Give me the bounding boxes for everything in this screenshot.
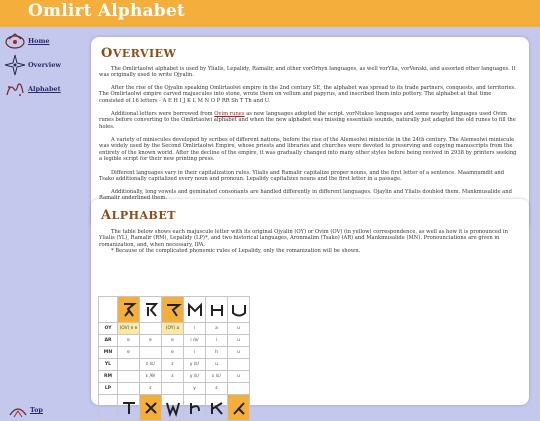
table-row: YL ɛ /ɛ/ ɛ y /ɛ/ u xyxy=(99,359,250,371)
table-row: MN ɐ ɐ i h u xyxy=(99,347,250,359)
letter-glyph-icon xyxy=(230,301,248,319)
overview-paragraph-6: Additionally, long vowels and geminated consonants are handled differently in different languages. Ojaylin and Ylialis doubled them. Mankmusalide and xyxy=(111,189,512,195)
alphabet-paragraph-1: The table below shows each majuscule letter with its original Ojyalin (OY) or Ovim (OV) (in yellow) correspondence, as well as how it is pronounced in Ylialis (YL), Ramalir (RM), Lepalidy (LP)*, and two historical languages, Aronmalim (Tsako) (AR) and Mankmusalide (MN). Pronounciations are given in romanization, and, when necessary, IPA. xyxy=(99,229,508,248)
nav-top-link[interactable] xyxy=(8,401,43,419)
glyph-cell xyxy=(118,297,140,323)
table-row: AR ɐ ɐ ɐ i /e/ i u xyxy=(99,335,250,347)
letter-a-glyph-icon xyxy=(120,301,138,319)
glyph-cell xyxy=(184,395,206,421)
letter-glyph-icon xyxy=(120,399,138,417)
letter-glyph-icon xyxy=(186,301,204,319)
glyph-cell xyxy=(162,297,184,323)
letter-glyph-icon xyxy=(230,399,248,417)
nav-alphabet-link[interactable] xyxy=(4,79,61,99)
letter-glyph-icon xyxy=(208,399,226,417)
overview-paragraph-3: Additional letters were borrowed from Ovim runes as new languages adopted the script. vorNtukso languages and some nearby languages used Ovim runes before converting to the Omlirtaolwi alphabet and when the new alphabet was missing essentials sounds, naturally just adapted the old runes to fill the holes. xyxy=(99,111,516,130)
letter-glyph-icon xyxy=(142,301,160,319)
table-row: OY (OV) ɐ ɐ (OY) a i a u xyxy=(99,323,250,335)
nav-overview-label: Overview xyxy=(28,61,61,69)
nav-home-link[interactable] xyxy=(4,31,50,51)
nav-top-label: Top xyxy=(30,406,43,414)
letter-glyph-icon xyxy=(208,301,226,319)
glyph-cell xyxy=(184,297,206,323)
table-corner-cell xyxy=(99,297,118,323)
nav-overview-link[interactable] xyxy=(4,54,61,76)
overview-paragraph-1: The Omlirtaolwi alphabet is used by Ylialis, Lepalidy, Ramalir, and other vorOrhyn languages, as well vorYlia, vorVenski, and assorted other languages. It was originally used to write Ojyalin. xyxy=(99,66,516,79)
table-row-glyphs xyxy=(99,297,250,323)
sidebar-nav xyxy=(0,27,78,414)
script-letters-icon xyxy=(4,79,26,99)
table-row-glyphs xyxy=(99,395,250,421)
alphabet-panel xyxy=(91,199,529,405)
glyph-cell xyxy=(118,395,140,421)
up-arrow-icon xyxy=(8,401,28,419)
ovim-runes-link[interactable]: Ovim runes xyxy=(214,111,245,117)
glyph-cell xyxy=(162,395,184,421)
letter-glyph-icon xyxy=(186,399,204,417)
letter-glyph-icon xyxy=(164,301,182,319)
home-icon xyxy=(4,31,26,51)
nav-alphabet-label: Alphabet xyxy=(28,85,61,93)
glyph-cell xyxy=(140,395,162,421)
glyph-cell xyxy=(140,297,162,323)
letter-glyph-icon xyxy=(164,399,182,417)
table-row: RM ɛ /θ/ ɛ y /ɛ/ ɛ /ɛ/ u xyxy=(99,371,250,383)
table-row: LP ɛ y ɛ xyxy=(99,383,250,395)
alphabet-paragraph-2: * Because of the complicated phonemic rules of Lepalidy, only the romanization will be shown. xyxy=(111,248,361,254)
alphabet-table xyxy=(98,296,250,421)
glyph-cell xyxy=(206,395,228,421)
overview-paragraph-2: After the rise of the Ojyalin speaking Omlirtaolwi empire in the 2nd century SE, the alphabet was spread to its trade partners, conquests, and territories. The Omlirtaolwi empire carved majuscules into stone, wrote them on vellum and papyrus, and inscribed them into pottery. The alphabet at that time consisted of 16 letters - A E H I J K L M N O P RR Sh T Th and U. xyxy=(99,85,516,104)
overview-heading: OVERVIEW xyxy=(101,46,177,61)
glyph-cell xyxy=(206,297,228,323)
overview-paragraph-4: A variety of miniscules developed by scribes of different nations, before the rise of the Alemsolwi miniscule in the 24th century. The Alemsolwi miniscule was widely used by the Second Omlirtaolwi Empire, whose priests and libraries and churches were devoted to preserving and copying manuscripts from the entirety of the known world. After the decline of the empire, it was gradually changed into many other styles before being revived in 2938 by printers seeking a legible script for their new printing press. xyxy=(99,137,517,163)
nav-home-label: Home xyxy=(28,37,50,45)
letter-glyph-icon xyxy=(142,399,160,417)
overview-paragraph-5: Different languages vary in their capitalization rules. Ylialis and Ramalir capitalize proper nouns, and the first letter of a sentence. Maamnumdit and Tsako additionally capitalized every noun and pronoun. Lepalidy capitalizes nouns and the first letter in a passage. xyxy=(99,170,505,183)
site-title: Omlirt Alphabet xyxy=(28,1,185,21)
glyph-cell xyxy=(228,395,250,421)
glyph-cell xyxy=(228,297,250,323)
site-header xyxy=(0,0,540,27)
alphabet-heading: ALPHABET xyxy=(101,208,176,223)
compass-star-icon xyxy=(4,54,26,76)
